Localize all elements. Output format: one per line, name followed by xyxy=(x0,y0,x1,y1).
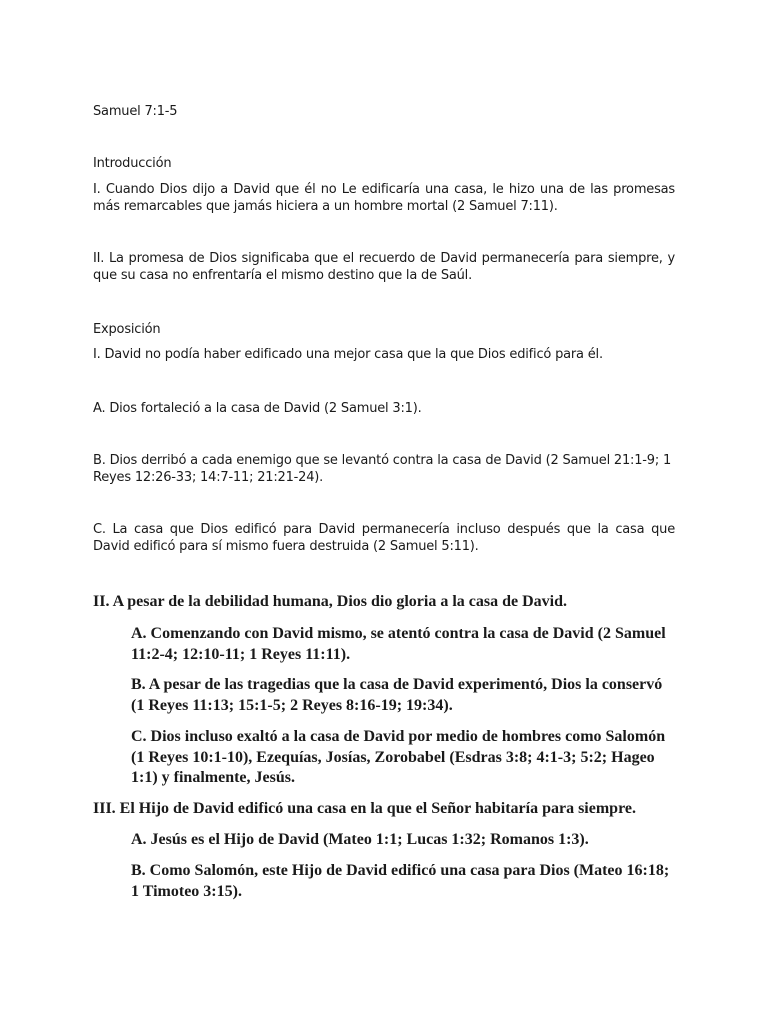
exposition-point-3: III. El Hijo de David edificó una casa en la que el Señor habitaría para siempre. xyxy=(93,800,636,817)
intro-point-2: II. La promesa de Dios significaba que el recuerdo de David permanecería para siempre, y que su casa no enfrentaría el mismo destino que la de Saúl. xyxy=(93,251,675,283)
exposition-point-1: I. David no podía haber edificado una mejor casa que la que Dios edificó para él. xyxy=(93,347,603,362)
exposition-point-2: II. A pesar de la debilidad humana, Dios dio gloria a la casa de David. xyxy=(93,593,568,610)
exposition-point-1a: A. Dios fortaleció a la casa de David (2 Samuel 3:1). xyxy=(93,401,422,416)
exposition-point-1c: C. La casa que Dios edificó para David permanecería incluso después que la casa que David edificó para sí mismo fuera destruida (2 Samuel 5:11). xyxy=(93,522,675,554)
exposition-heading: Exposición xyxy=(93,322,161,337)
exposition-point-2c: C. Dios incluso exaltó a la casa de David por medio de hombres como Salomón (1 Reyes 10:1-10), Ezequías, Josías, Zorobabel (Esdras 3:8; 4:1-3; 5:2; Hageo 1:1) y finalmente, Jesús. xyxy=(131,728,666,786)
exposition-point-3b: B. Como Salomón, este Hijo de David edificó una casa para Dios (Mateo 16:18; 1 Timoteo 3:15). xyxy=(131,862,670,900)
introduction-heading: Introducción xyxy=(93,156,172,171)
exposition-point-1b: B. Dios derribó a cada enemigo que se levantó contra la casa de David (2 Samuel 21:1-9; 1 Reyes 12:26-33; 14:7-11; 21:21-24). xyxy=(93,453,672,485)
intro-point-1: I. Cuando Dios dijo a David que él no Le edificaría una casa, le hizo una de las promesas más remarcables que jamás hiciera a un hombre mortal (2 Samuel 7:11). xyxy=(93,182,675,214)
exposition-point-3a: A. Jesús es el Hijo de David (Mateo 1:1; Lucas 1:32; Romanos 1:3). xyxy=(131,831,589,848)
exposition-point-2b: B. A pesar de las tragedias que la casa de David experimentó, Dios la conservó (1 Reyes 11:13; 15:1-5; 2 Reyes 8:16-19; 19:34). xyxy=(131,676,663,714)
page-title: Samuel 7:1-5 xyxy=(93,104,178,119)
exposition-point-2a: A. Comenzando con David mismo, se atentó contra la casa de David (2 Samuel 11:2-4; 12:10-11; 1 Reyes 11:11). xyxy=(131,625,666,663)
